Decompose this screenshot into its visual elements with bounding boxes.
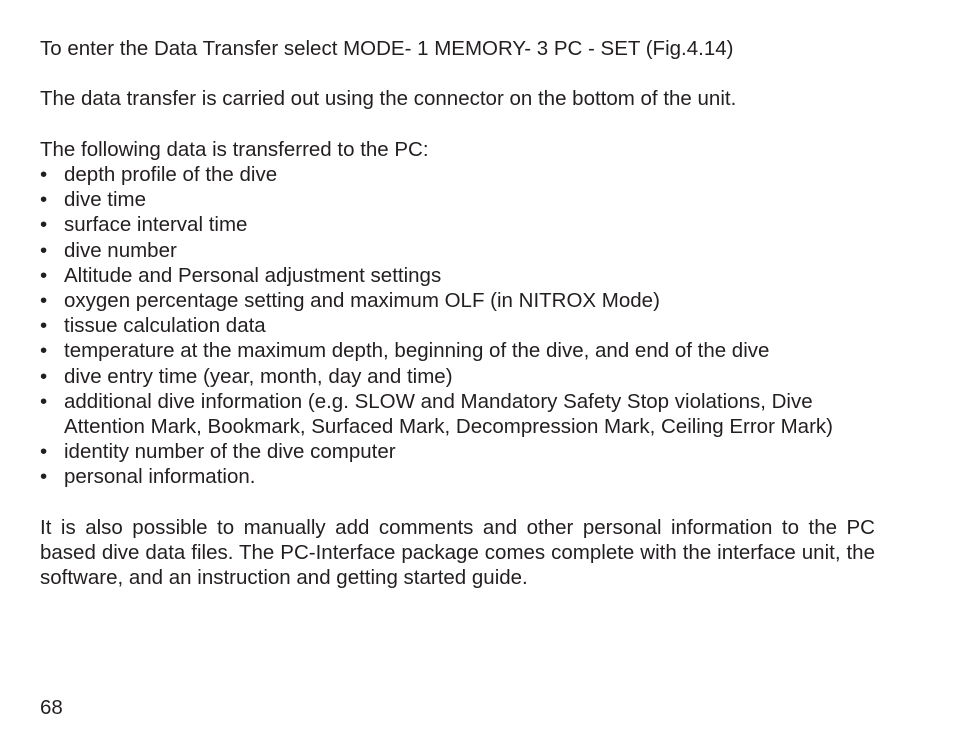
- transferred-data-list: [40, 162, 880, 490]
- bullet-icon: •: [40, 389, 48, 413]
- list-item: [40, 238, 880, 263]
- bullet-icon: •: [40, 339, 48, 363]
- bullet-icon: •: [40, 289, 48, 312]
- bullet-icon: •: [40, 162, 48, 186]
- list-item: [40, 187, 880, 212]
- list-item: [40, 464, 880, 489]
- closing-paragraph: It is also possible to manually add comments and other personal information to the PC based dive data files. The PC-Interface package comes complete with the interface unit, the software, and an instruction and getting started guide.: [40, 515, 875, 590]
- connector-paragraph: The data transfer is carried out using the connector on the bottom of the unit.: [40, 87, 737, 111]
- bullet-icon: •: [40, 440, 48, 464]
- bullet-icon: •: [40, 188, 48, 212]
- list-item-text: depth profile of the dive: [64, 162, 278, 186]
- list-item: [40, 313, 880, 338]
- manual-page-content: [40, 36, 880, 590]
- list-item-text: additional dive information (e.g. SLOW and Mandatory Safety Stop violations, Dive Attention Mark, Bookmark, Surfaced Mark, Decompression Mark, Ceiling Error Mark): [64, 389, 833, 439]
- bullet-icon: •: [40, 364, 48, 388]
- list-item: [40, 263, 880, 288]
- spacer: [40, 112, 880, 137]
- list-item-text: surface interval time: [64, 213, 248, 237]
- page-number: 68: [40, 696, 63, 719]
- spacer: [40, 61, 880, 86]
- list-heading: The following data is transferred to the PC:: [40, 137, 429, 161]
- intro-paragraph: To enter the Data Transfer select MODE- 1 MEMORY- 3 PC - SET (Fig.4.14): [40, 37, 734, 60]
- bullet-icon: •: [40, 314, 48, 338]
- list-item: [40, 162, 880, 187]
- list-item: [40, 338, 880, 363]
- list-item-text: identity number of the dive computer: [64, 440, 396, 464]
- spacer: [40, 490, 880, 515]
- list-item-text: Altitude and Personal adjustment settings: [64, 263, 442, 287]
- list-item: [40, 288, 880, 313]
- list-item-text: temperature at the maximum depth, beginning of the dive, and end of the dive: [64, 339, 770, 363]
- list-item-text: dive number: [64, 238, 177, 262]
- list-item-text: tissue calculation data: [64, 314, 266, 338]
- list-item: [40, 389, 880, 439]
- list-item-text: personal information.: [64, 465, 256, 489]
- list-item: [40, 364, 880, 389]
- bullet-icon: •: [40, 213, 48, 237]
- bullet-icon: •: [40, 263, 48, 287]
- bullet-icon: •: [40, 238, 48, 262]
- list-item: [40, 439, 880, 464]
- bullet-icon: •: [40, 465, 48, 489]
- list-item-text: dive time: [64, 188, 147, 212]
- list-item-text: dive entry time (year, month, day and time): [64, 364, 453, 388]
- list-item: [40, 212, 880, 237]
- list-item-text: oxygen percentage setting and maximum OLF (in NITROX Mode): [64, 289, 660, 312]
